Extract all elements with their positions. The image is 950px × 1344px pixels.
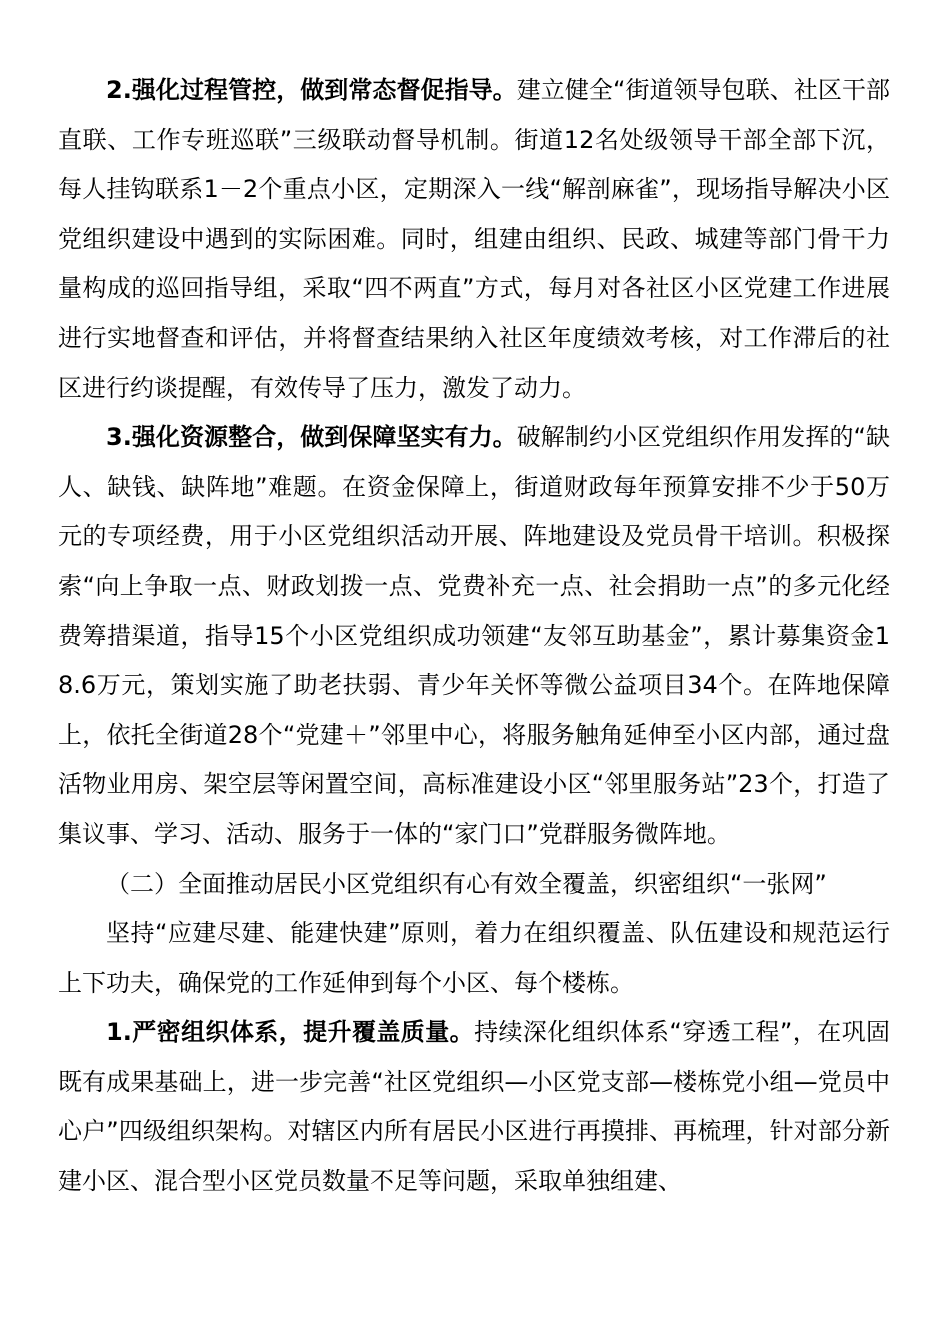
paragraph-text: （二）全面推动居民小区党组织有心有效全覆盖，织密组织“一张网” bbox=[106, 869, 827, 898]
paragraph-principle bbox=[58, 909, 890, 1008]
paragraph-heading: 1.严密组织体系，提升覆盖质量。 bbox=[106, 1018, 475, 1047]
paragraph-organization-system bbox=[58, 1008, 890, 1206]
paragraph-resource-integration bbox=[58, 413, 890, 859]
document-body bbox=[58, 66, 890, 1207]
paragraph-heading: 2.强化过程管控，做到常态督促指导。 bbox=[106, 76, 517, 104]
paragraph-text: 坚持“应建尽建、能建快建”原则，着力在组织覆盖、队伍建设和规范运行上下功夫，确保党的工作延伸到每个小区、每个楼栋。 bbox=[58, 919, 890, 997]
section-heading-two bbox=[58, 860, 890, 910]
paragraph-process-control bbox=[58, 66, 890, 413]
paragraph-heading: 3.强化资源整合，做到保障坚实有力。 bbox=[106, 423, 517, 452]
paragraph-text: 持续深化组织体系“穿透工程”，在巩固既有成果基础上，进一步完善“社区党组织—小区党支部—楼栋党小组—党员中心户”四级组织架构。对辖区内所有居民小区进行再摸排、再梳理，针对部分新建小区、混合型小区党员数量不足等问题，采取单独组建、 bbox=[58, 1018, 890, 1196]
paragraph-text: 破解制约小区党组织作用发挥的“缺人、缺钱、缺阵地”难题。在资金保障上，街道财政每年预算安排不少于50万元的专项经费，用于小区党组织活动开展、阵地建设及党员骨干培训。积极探索“向上争取一点、财政划拨一点、党费补充一点、社会捐助一点”的多元化经费筹措渠道，指导15个小区党组织成功领建“友邻互助基金”，累计募集资金18.6万元，策划实施了助老扶弱、青少年关怀等微公益项目34个。在阵地保障上，依托全街道28个“党建＋”邻里中心，将服务触角延伸至小区内部，通过盘活物业用房、架空层等闲置空间，高标准建设小区“邻里服务站”23个，打造了集议事、学习、活动、服务于一体的“家门口”党群服务微阵地。 bbox=[58, 423, 890, 848]
paragraph-text: 建立健全“街道领导包联、社区干部直联、工作专班巡联”三级联动督导机制。街道12名处级领导干部全部下沉，每人挂钩联系1－2个重点小区，定期深入一线“解剖麻雀”，现场指导解决小区党组织建设中遇到的实际困难。同时，组建由组织、民政、城建等部门骨干力量构成的巡回指导组，采取“四不两直”方式，每月对各社区小区党建工作进展进行实地督查和评估，并将督查结果纳入社区年度绩效考核，对工作滞后的社区进行约谈提醒，有效传导了压力，激发了动力。 bbox=[58, 76, 890, 402]
